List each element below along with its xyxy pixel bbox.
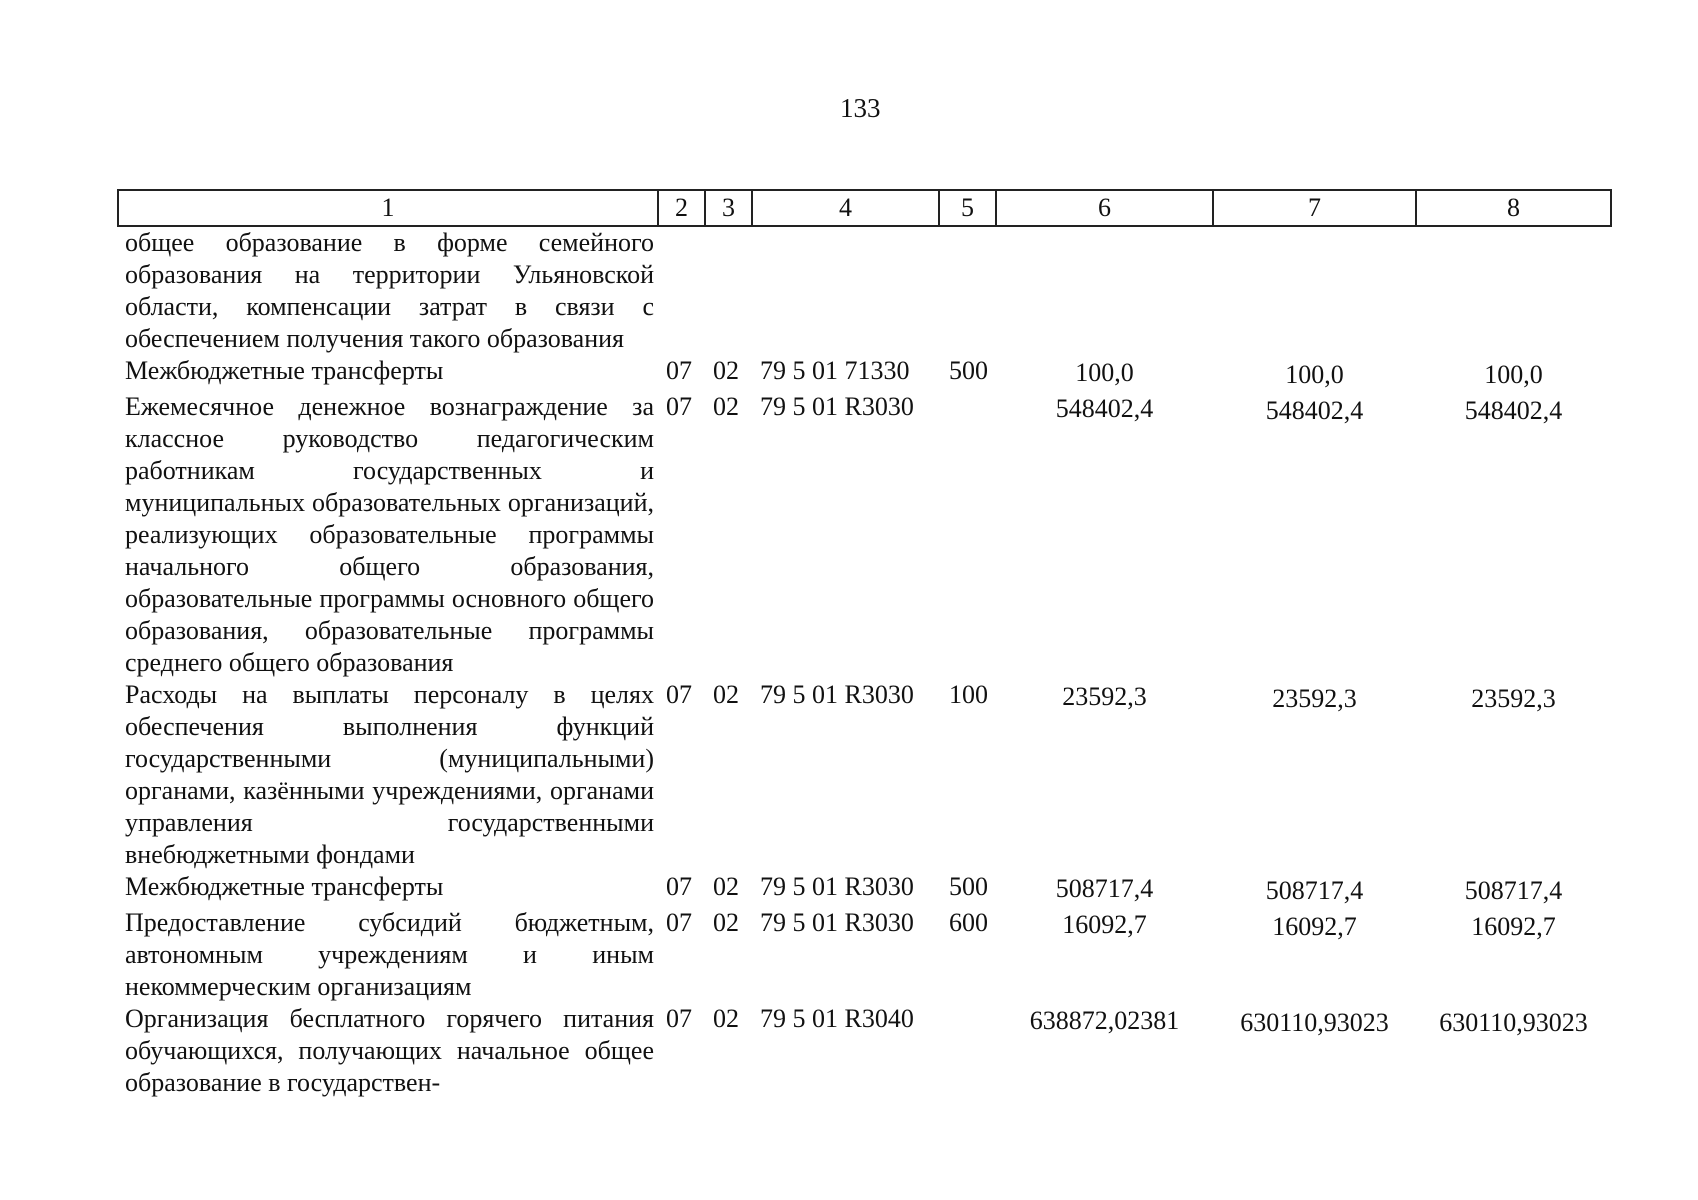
- row-subsection: 02: [713, 872, 739, 901]
- row-description: Предоставление субсидий бюджетным, автономным учреждениям и иным некоммерческим организациям: [125, 908, 654, 1001]
- row-description: Межбюджетные трансферты: [125, 356, 444, 385]
- row-expense-type: [939, 391, 996, 679]
- row-value-col6: 23592,3: [1062, 682, 1147, 711]
- row-value-col8: 630110,93023: [1439, 1008, 1588, 1037]
- row-description: Организация бесплатного горячего питания обучающихся, получающих начальное общее образование в государствен-: [125, 1004, 654, 1097]
- row-section: [658, 226, 705, 355]
- row-target-code: 79 5 01 R3030: [760, 908, 914, 937]
- budget-table: [117, 189, 1612, 1099]
- table-row: [118, 355, 1611, 391]
- row-subsection: 02: [713, 680, 739, 709]
- column-header-8: 8: [1416, 190, 1611, 226]
- row-expense-type: 500: [949, 872, 988, 901]
- row-subsection: 02: [713, 1004, 739, 1033]
- row-subsection: 02: [713, 908, 739, 937]
- row-description: Ежемесячное денежное вознаграждение за классное руководство педагогическим работникам государственных и муниципальных образовательных организаций, реализующих образовательные программы начального общего образования, образовательные программы основного общего образования, образовательные программы среднего общего образования: [125, 392, 654, 677]
- table-row: [118, 1003, 1611, 1099]
- table-row: [118, 391, 1611, 679]
- column-header-2: 2: [658, 190, 705, 226]
- row-value-col7: [1213, 226, 1416, 355]
- row-value-col6: 100,0: [1075, 358, 1134, 387]
- row-value-col8: 23592,3: [1471, 684, 1556, 713]
- row-subsection: [705, 226, 752, 355]
- row-section: 07: [666, 1004, 692, 1033]
- row-value-col8: 548402,4: [1464, 396, 1563, 425]
- row-value-col7: 23592,3: [1272, 684, 1357, 713]
- row-expense-type: [939, 1003, 996, 1099]
- row-target-code: 79 5 01 R3030: [760, 872, 914, 901]
- row-value-col8: 16092,7: [1471, 912, 1556, 941]
- page-number: 133: [840, 93, 881, 123]
- row-expense-type: 500: [949, 356, 988, 385]
- row-description: общее образование в форме семейного образования на территории Ульяновской области, компенсации затрат в связи с обеспечением получения такого образования: [125, 228, 654, 353]
- row-value-col6: [996, 226, 1213, 355]
- row-value-col7: 548402,4: [1265, 396, 1364, 425]
- row-value-col8: 508717,4: [1464, 876, 1563, 905]
- table-row: [118, 907, 1611, 1003]
- row-value-col8: 100,0: [1484, 360, 1543, 389]
- row-value-col7: 100,0: [1285, 360, 1344, 389]
- row-expense-type: 600: [949, 908, 988, 937]
- row-description: Расходы на выплаты персоналу в целях обеспечения выполнения функций государственными (муниципальными) органами, казёнными учреждениями, органами управления государственными внебюджетными фондами: [125, 680, 654, 869]
- row-value-col7: 508717,4: [1265, 876, 1364, 905]
- row-expense-type: 100: [949, 680, 988, 709]
- column-header-7: 7: [1213, 190, 1416, 226]
- row-expense-type: [939, 226, 996, 355]
- row-target-code: 79 5 01 R3030: [760, 680, 914, 709]
- row-subsection: 02: [713, 392, 739, 421]
- table-row: [118, 226, 1611, 355]
- row-value-col6: 548402,4: [1055, 394, 1154, 423]
- table-row: [118, 679, 1611, 871]
- column-header-4: 4: [752, 190, 939, 226]
- row-value-col7: 16092,7: [1272, 912, 1357, 941]
- table-row: [118, 871, 1611, 907]
- column-header-1: 1: [118, 190, 658, 226]
- column-header-5: 5: [939, 190, 996, 226]
- row-section: 07: [666, 872, 692, 901]
- row-section: 07: [666, 392, 692, 421]
- header-row: [118, 190, 1611, 226]
- row-target-code: 79 5 01 R3030: [760, 392, 914, 421]
- column-header-3: 3: [705, 190, 752, 226]
- row-value-col6: 638872,02381: [1029, 1006, 1180, 1035]
- row-subsection: 02: [713, 356, 739, 385]
- column-header-6: 6: [996, 190, 1213, 226]
- row-section: 07: [666, 680, 692, 709]
- row-description: Межбюджетные трансферты: [125, 872, 444, 901]
- row-section: 07: [666, 908, 692, 937]
- row-target-code: 79 5 01 71330: [760, 356, 910, 385]
- row-target-code: 79 5 01 R3040: [760, 1004, 914, 1033]
- row-value-col6: 16092,7: [1062, 910, 1147, 939]
- row-value-col8: [1416, 226, 1611, 355]
- row-value-col7: 630110,93023: [1240, 1008, 1389, 1037]
- row-section: 07: [666, 356, 692, 385]
- row-value-col6: 508717,4: [1055, 874, 1154, 903]
- row-target-code: [752, 226, 939, 355]
